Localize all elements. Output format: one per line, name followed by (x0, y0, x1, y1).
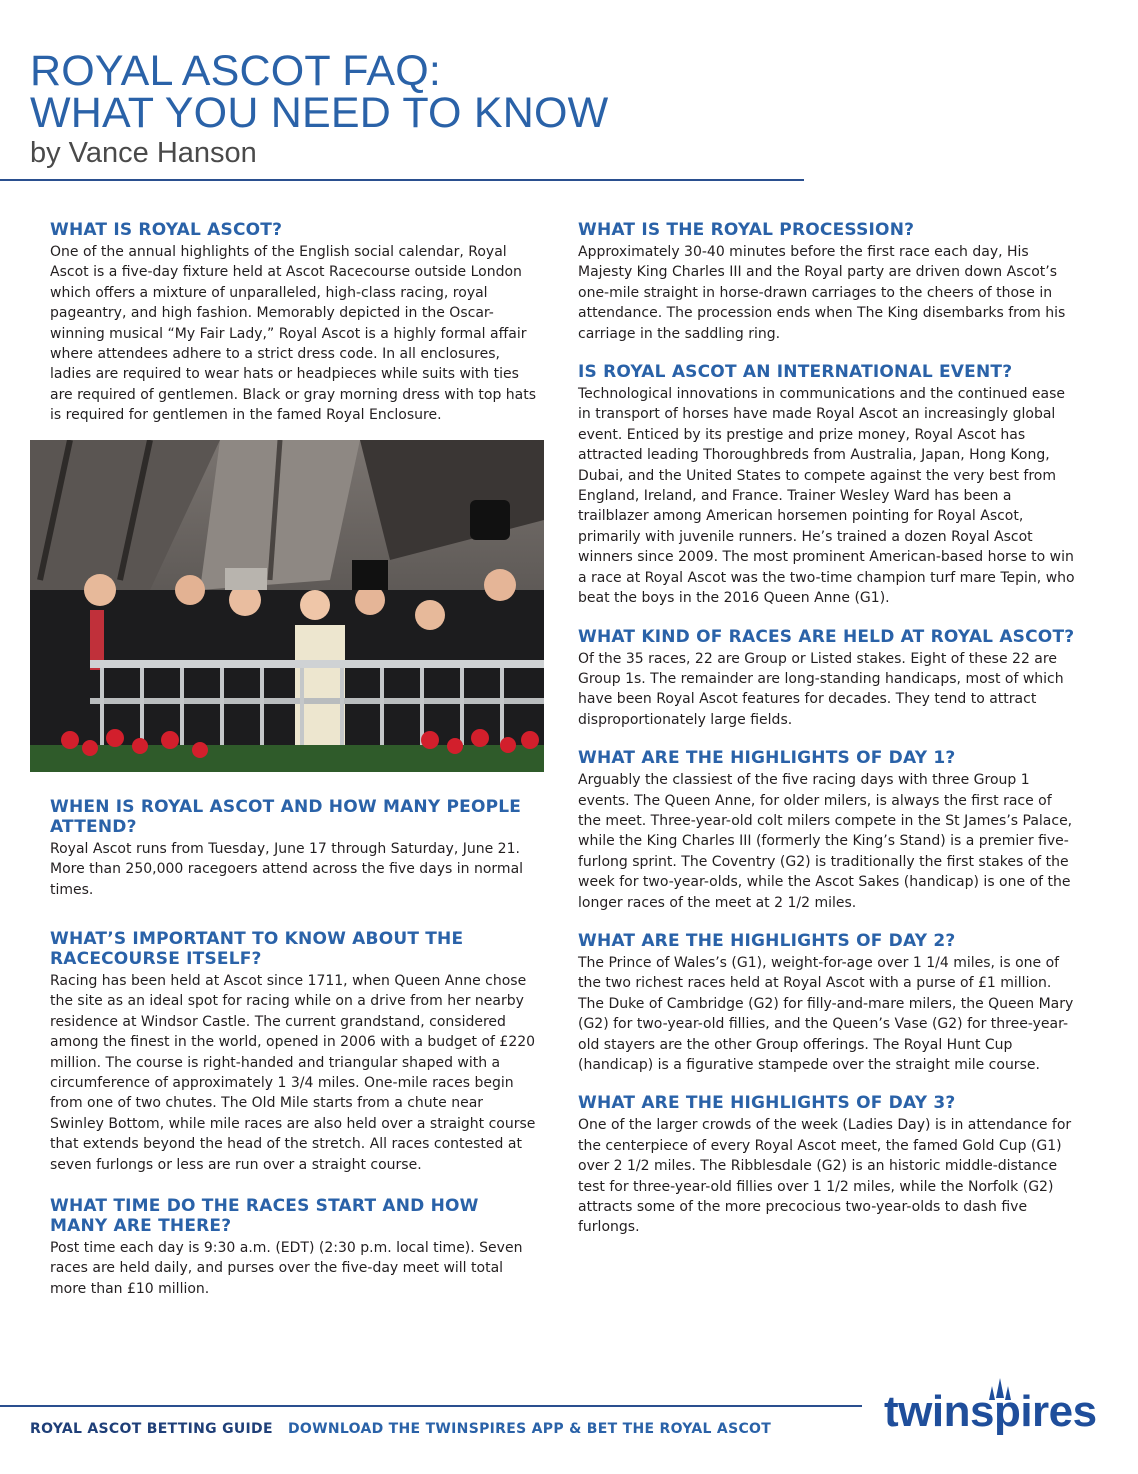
footer-guide-label: ROYAL ASCOT BETTING GUIDE (30, 1421, 273, 1437)
title-line-1: ROYAL ASCOT FAQ: (30, 47, 442, 95)
section-heading: WHAT KIND OF RACES ARE HELD AT ROYAL ASCOT? (578, 626, 1075, 647)
page-title (30, 47, 609, 137)
header-divider (0, 179, 804, 181)
twinspires-logo (884, 1376, 1104, 1440)
section-body: One of the larger crowds of the week (Ladies Day) is in attendance for the centerpiece of every Royal Ascot meet, the famed Gold Cup (G1) over 2 1/2 miles. The Ribblesdale (G2) is an historic middle-distance test for three-year-old fillies over 1 1/2 miles, while the Norfolk (G2) attracts some of the more precocious two-year-olds to dash five furlongs. (578, 1117, 1072, 1236)
section-heading: WHAT ARE THE HIGHLIGHTS OF DAY 3? (578, 1093, 956, 1114)
section-body: Racing has been held at Ascot since 1711, when Queen Anne chose the site as an ideal spot for racing while on a drive from her nearby residence at Windsor Castle. The current grandstand, considered among the finest in the world, opened in 2006 with a budget of £220 million. The course is right-handed and triangular shaped with a circumference of approximately 1 3/4 miles. One-mile races begin from one of two chutes. The Old Mile starts from a chute near Swinley Bottom, while mile races are also held over a straight course that extends beyond the head of the stretch. All races contested at seven furlongs or less are run over a straight course. (50, 973, 536, 1173)
right-column (578, 220, 1078, 1256)
section-day-3 (578, 1093, 1078, 1237)
section-when-and-attendance (50, 797, 540, 900)
section-heading: IS ROYAL ASCOT AN INTERNATIONAL EVENT? (578, 362, 1013, 383)
section-heading: WHAT TIME DO THE RACES START AND HOW MANY ARE THERE? (50, 1196, 479, 1236)
section-body: One of the annual highlights of the English social calendar, Royal Ascot is a five-day fixture held at Ascot Racecourse outside London which offers a mixture of unparalleled, high-class racing, royal pageantry, and high fashion. Memorably depicted in the Oscar-winning musical “My Fair Lady,” Royal Ascot is a highly formal affair where attendees adhere to a strict dress code. In all enclosures, ladies are required to wear hats or headpieces while suits with ties are required of gentlemen. Black or gray morning dress with top hats is required for gentlemen in the famed Royal Enclosure. (50, 244, 537, 424)
section-heading: WHAT’S IMPORTANT TO KNOW ABOUT THE RACECOURSE ITSELF? (50, 929, 464, 969)
section-heading: WHAT IS THE ROYAL PROCESSION? (578, 220, 915, 240)
section-race-types (578, 627, 1078, 731)
section-what-is-royal-ascot (50, 220, 538, 426)
section-body: Technological innovations in communications and the continued ease in transport of horses have made Royal Ascot an increasingly global event. Enticed by its prestige and prize money, Royal Ascot has attracted leading Thoroughbreds from Australia, Japan, Hong Kong, Dubai, and the United States to compete against the very best from England, Ireland, and France. Trainer Wesley Ward has been a trailblazer among American horsemen pointing for Royal Ascot, primarily with juvenile runners. He’s trained a dozen Royal Ascot winners since 2009. The most prominent American-based horse to win a race at Royal Ascot was the two-time champion turf mare Tepin, who beat the boys in the 2016 Queen Anne (G1). (578, 386, 1075, 607)
footer-bar (30, 1421, 771, 1437)
section-body: Post time each day is 9:30 a.m. (EDT) (2:30 p.m. local time). Seven races are held daily, and purses over the five-day meet will total more than £10 million. (50, 1240, 523, 1297)
section-heading: WHAT IS ROYAL ASCOT? (50, 220, 283, 240)
section-body: Approximately 30-40 minutes before the first race each day, His Majesty King Charles III and the Royal party are driven down Ascot’s one-mile straight in horse-drawn carriages to the cheers of those in attendance. The procession ends when The King disembarks from his carriage in the saddling ring. (578, 244, 1066, 342)
footer-divider (0, 1405, 862, 1407)
section-heading: WHAT ARE THE HIGHLIGHTS OF DAY 1? (578, 748, 956, 769)
section-body: Of the 35 races, 22 are Group or Listed stakes. Eight of these 22 are Group 1s. The remainder are long-standing handicaps, most of which have been Royal Ascot features for decades. They tend to attract disproportionately large fields. (578, 650, 1064, 728)
section-royal-procession (578, 220, 1078, 344)
title-line-2: WHAT YOU NEED TO KNOW (30, 89, 609, 137)
section-racecourse (50, 929, 540, 1175)
left-column (50, 220, 538, 444)
logo-wordmark: twinspires (884, 1387, 1097, 1436)
footer-app-link[interactable]: DOWNLOAD THE TWINSPIRES APP & BET THE ROYAL ASCOT (288, 1421, 772, 1437)
crowd-photo (30, 440, 544, 772)
section-heading: WHEN IS ROYAL ASCOT AND HOW MANY PEOPLE ATTEND? (50, 797, 522, 837)
section-day-2 (578, 931, 1078, 1075)
section-race-times (50, 1196, 540, 1299)
section-day-1 (578, 748, 1078, 913)
section-body: Arguably the classiest of the five racing days with three Group 1 events. The Queen Anne, for older milers, is always the first race of the meet. Three-year-old colt milers compete in the St James’s Palace, while the King Charles III (formerly the King’s Stand) is a premier five-furlong sprint. The Coventry (G2) is traditionally the first stakes of the week for two-year-olds, while the Ascot Sakes (handicap) is one of the longer races of the meet at 2 1/2 miles. (578, 772, 1073, 911)
section-international (578, 362, 1078, 608)
section-body: The Prince of Wales’s (G1), weight-for-age over 1 1/4 miles, is one of the two richest races held at Royal Ascot with a purse of £1 million. The Duke of Cambridge (G2) for filly-and-mare milers, the Queen Mary (G2) for two-year-old fillies, and the Queen’s Vase (G2) for three-year-old stayers are the other Group offerings. The Royal Hunt Cup (handicap) is a figurative stampede over the straight mile course. (578, 954, 1074, 1073)
section-heading: WHAT ARE THE HIGHLIGHTS OF DAY 2? (578, 930, 956, 951)
section-body: Royal Ascot runs from Tuesday, June 17 through Saturday, June 21. More than 250,000 racegoers attend across the five days in normal times. (50, 841, 524, 898)
author-byline: by Vance Hanson (30, 137, 257, 169)
